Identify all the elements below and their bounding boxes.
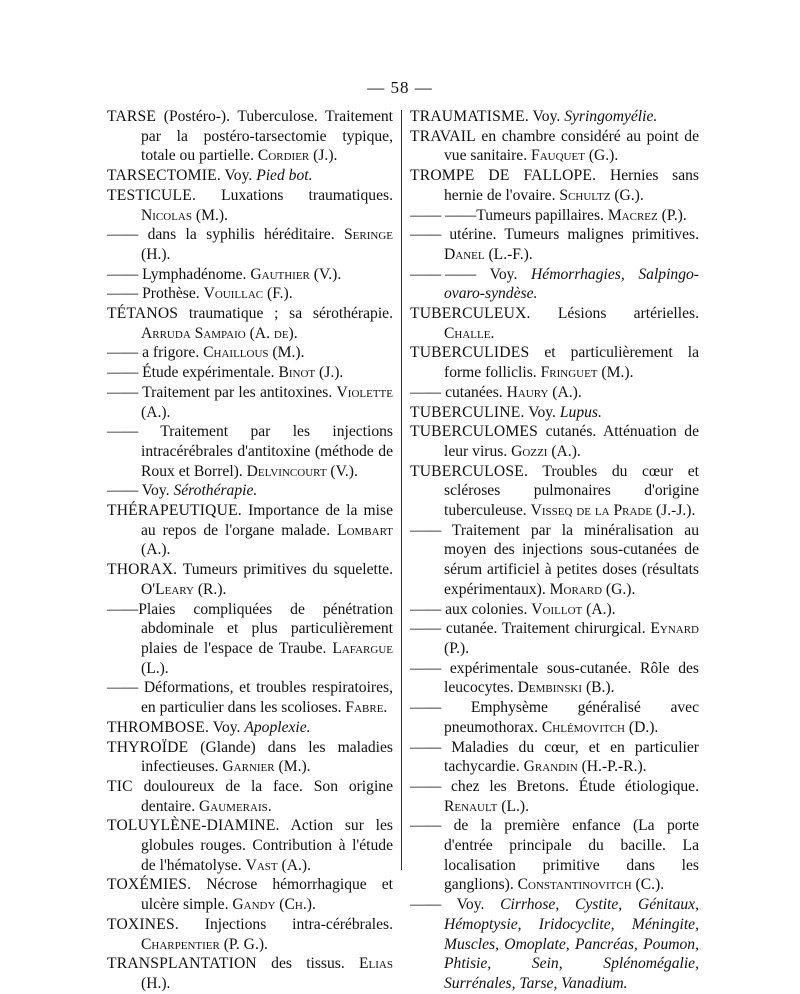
entry-text: (Glande) dans les maladies infectieuses. <box>141 738 393 776</box>
entry-text: a frigore. <box>138 344 204 362</box>
entry-crossref: Lupus. <box>559 403 602 421</box>
entry-heading: THYROÏDE <box>107 738 189 756</box>
entry-dash: —— <box>107 344 139 362</box>
index-entry <box>107 954 393 993</box>
index-entry <box>410 127 699 166</box>
index-entry <box>107 363 393 383</box>
entry-text: Voy. <box>528 108 565 125</box>
entry-author: Macrez (P.). <box>607 206 687 224</box>
entry-dash: —— <box>107 265 139 283</box>
entry-author: Gaumerais. <box>199 797 272 815</box>
entry-text: et particulièrement la forme folliclis. <box>444 344 699 382</box>
index-entry <box>107 225 393 264</box>
entry-author: Morard (G.). <box>549 580 636 598</box>
entry-text: Traitement par les injections intracérébrales d'antitoxine (méthode de Roux et Borrel). <box>138 423 393 480</box>
entry-author: Dembinski (B.). <box>517 679 615 697</box>
entry-author: Schultz (G.). <box>559 186 644 204</box>
entry-text: Prothèse. <box>138 285 204 303</box>
entry-dash: —— <box>410 226 442 244</box>
entry-text: Voy. <box>524 403 560 421</box>
index-entry <box>107 915 393 954</box>
entry-author: Challe. <box>444 324 495 342</box>
entry-author: O'Leary (R.). <box>141 580 227 598</box>
entry-author: Danel (L.-F.). <box>444 245 533 263</box>
entry-author: Haury (A.). <box>506 383 582 401</box>
index-entry <box>410 403 699 423</box>
index-entry <box>107 186 393 225</box>
entry-crossref: Cirrhose, Cystite, Génitaux, Hémoptysie, Iridocyclite, Méningite, Muscles, Omoplate, Pancréas, Poumon, Phtisie, Sein, Splénomégalie, Surrénales, Tarse, Vanadium. <box>444 896 699 992</box>
index-entry <box>410 383 699 403</box>
entry-dash: —— <box>107 383 139 401</box>
entry-text: cutanée. Traitement chirurgical. <box>441 620 651 638</box>
index-entry <box>410 777 699 816</box>
entry-author: Garnier (M.). <box>222 758 311 776</box>
entry-heading: THÉRAPEUTIQUE. <box>107 502 242 520</box>
entry-author: Vouillac (F.). <box>203 285 293 303</box>
entry-author: Nicolas (M.). <box>141 206 228 224</box>
index-entry <box>107 265 393 285</box>
index-entry <box>107 343 393 363</box>
entry-dash: —— —— <box>410 265 477 283</box>
index-entry <box>107 816 393 875</box>
index-entry <box>410 225 699 264</box>
entry-author: Visseq de la Prade (J.-J.). <box>530 502 696 520</box>
entry-dash: —— <box>410 738 442 756</box>
index-entry <box>410 107 699 127</box>
index-entry <box>410 206 699 226</box>
entry-text: Luxations traumatiques. <box>196 186 393 204</box>
entry-text: utérine. Tumeurs malignes primitives. <box>441 226 699 244</box>
entry-heading: TRAUMATISME. <box>410 108 529 125</box>
index-entry <box>410 738 699 777</box>
index-entry <box>107 422 393 481</box>
page-number: — 58 — <box>367 78 433 97</box>
entry-author: Fauquet (G.). <box>531 147 619 165</box>
entry-heading: TUBERCULIDES <box>410 344 530 362</box>
entry-heading: TESTICULE. <box>107 186 197 204</box>
entry-author: Lombart (A.). <box>141 521 393 559</box>
entry-text: Tumeurs papillaires. <box>476 206 608 224</box>
entry-dash: —— <box>410 600 442 618</box>
entry-heading: TUBERCULOMES <box>410 423 539 441</box>
index-entry <box>107 777 393 816</box>
entry-heading: TOXINES. <box>107 915 179 933</box>
entry-text: Plaies compliquées de pénétration abdominale et plus particulièrement plaies de l'espace de Traube. <box>138 600 393 657</box>
index-entry <box>410 659 699 698</box>
entry-crossref: Syringomyélie. <box>564 108 658 125</box>
index-entry <box>410 265 699 304</box>
entry-dash: —— <box>410 383 442 401</box>
entry-author: Seringe (H.). <box>141 226 393 263</box>
index-entry <box>410 304 699 343</box>
index-entry <box>107 383 393 422</box>
entry-text: Voy. <box>441 896 501 914</box>
entry-heading: TOXÉMIES. <box>107 876 192 894</box>
entry-dash: —— <box>410 620 442 638</box>
index-entry <box>107 738 393 777</box>
entry-heading: TRANSPLANTATION <box>107 955 257 973</box>
column-divider <box>401 110 402 870</box>
index-entry <box>107 284 393 304</box>
entry-text: Traitement par les antitoxines. <box>138 383 337 401</box>
entry-dash: —— <box>410 521 442 539</box>
entry-text: (Postéro-). Tuberculose. Traitement par la postéro-tarsectomie typique, totale ou partielle. <box>141 108 393 165</box>
index-entry <box>107 678 393 717</box>
index-entry <box>107 560 393 599</box>
entry-text: Lymphadénome. <box>138 265 251 283</box>
entry-text: douloureux de la face. Son origine dentaire. <box>132 777 393 815</box>
entry-text: Voy. <box>220 167 257 185</box>
entry-text: Lésions artérielles. <box>530 305 699 323</box>
entry-text: Emphysème généralisé avec pneumothorax. <box>441 699 699 736</box>
entry-dash: —— <box>107 226 139 244</box>
entry-text: traumatique ; sa sérothérapie. <box>178 305 393 323</box>
entry-heading: TROMPE DE FALLOPE. <box>410 167 597 185</box>
entry-text: Action sur les globules rouges. Contribution à l'étude de l'hématolyse. <box>141 817 393 874</box>
entry-crossref: Hémorrhagies, Salpingo-ovaro-syndèse. <box>444 265 699 303</box>
entry-author: Gandy (Ch.). <box>232 896 316 914</box>
entry-dash: —— <box>410 896 442 914</box>
entry-dash: —— <box>410 817 442 835</box>
entry-author: Renault (L.). <box>444 797 529 815</box>
entry-text: Maladies du cœur, et en particulier tachycardie. <box>441 738 699 776</box>
entry-author: Binot (J.). <box>278 364 344 382</box>
entry-text: Importance de la mise au repos de l'organe malade. <box>141 502 393 539</box>
entry-text: Déformations, et troubles respiratoires, en particulier dans les scolioses. <box>138 679 393 717</box>
entry-author: Vast (A.). <box>245 856 311 874</box>
entry-author: Gozzi (A.). <box>511 442 581 460</box>
entry-heading: TÉTANOS <box>107 305 179 323</box>
entry-author: Arruda Sampaio (A. de). <box>141 324 298 342</box>
entry-crossref: Apoplexie. <box>244 718 311 736</box>
right-column <box>410 107 699 994</box>
index-entry <box>107 875 393 914</box>
index-entry <box>410 698 699 737</box>
entry-author: Fabre. <box>345 699 388 717</box>
index-entry <box>107 166 393 186</box>
entry-dash: —— <box>107 285 139 303</box>
entry-author: Gauthier (V.). <box>250 265 342 283</box>
index-entry <box>410 462 699 521</box>
entry-text: en chambre considéré au point de vue sanitaire. <box>444 127 699 165</box>
entry-text: Troubles du cœur et scléroses pulmonaires d'origine tuberculeuse. <box>444 462 699 520</box>
index-entry <box>410 422 699 461</box>
entry-heading: TIC <box>107 777 133 795</box>
index-entry <box>107 501 393 560</box>
index-entry <box>107 481 393 501</box>
entry-text: Traitement par la minéralisation au moyen des injections sous-cutanées de sérum artificiel à petites doses (résultats expérimentaux). <box>441 521 699 598</box>
index-entry <box>410 816 699 895</box>
entry-dash: —— <box>107 364 139 382</box>
entry-heading: THORAX. <box>107 561 178 579</box>
entry-text: cutanés. Atténuation de leur virus. <box>444 423 699 460</box>
entry-text: Injections intra-cérébrales. <box>178 915 393 933</box>
entry-text: cutanées. <box>441 383 507 401</box>
entry-text: chez les Bretons. Étude étiologique. <box>441 777 699 795</box>
index-entry <box>410 600 699 620</box>
entry-author: Elias (H.). <box>141 955 393 992</box>
entry-text: dans la syphilis héréditaire. <box>138 226 344 244</box>
index-entry <box>410 343 699 382</box>
entry-author: Chaillous (M.). <box>203 344 305 362</box>
entry-text: Hernies sans hernie de l'ovaire. <box>444 167 699 204</box>
left-column <box>107 107 393 994</box>
entry-text: de la première enfance (La porte d'entrée principale du bacille. La localisation primitive dans les ganglions). <box>441 817 699 894</box>
entry-dash: —— —— <box>410 206 477 224</box>
entry-author: Constantinovitch (C.). <box>517 876 665 894</box>
entry-text: Tumeurs primitives du squelette. <box>177 561 393 579</box>
entry-dash: —— <box>410 699 442 717</box>
entry-text: aux colonies. <box>441 600 532 618</box>
entry-dash: —— <box>107 423 139 441</box>
entry-author: Delvincourt (V.). <box>246 462 358 480</box>
entry-heading: THROMBOSE. <box>107 718 210 736</box>
index-entry <box>410 895 699 994</box>
index-entry <box>107 718 393 738</box>
entry-dash: —— <box>410 777 442 795</box>
entry-author: Cordier (J.). <box>257 147 338 165</box>
index-entry <box>410 521 699 600</box>
entry-heading: TARSE <box>107 108 157 125</box>
entry-crossref: Sérothérapie. <box>173 482 258 500</box>
entry-heading: TUBERCULEUX. <box>410 305 531 323</box>
entry-author: Lafargue (L.). <box>141 639 393 677</box>
entry-heading: TRAVAIL <box>410 127 476 145</box>
entry-text: expérimentale sous-cutanée. Rôle des leucocytes. <box>441 659 699 697</box>
index-entry <box>410 619 699 658</box>
entry-author: Voillot (A.). <box>531 600 616 618</box>
entry-text: Voy. <box>138 482 174 500</box>
entry-crossref: Pied bot. <box>256 167 313 185</box>
entry-heading: TOLUYLÈNE-DIAMINE. <box>107 817 280 835</box>
entry-author: Charpentier (P. G.). <box>141 935 268 953</box>
entry-author: Chlémovitch (D.). <box>541 718 659 736</box>
entry-text: des tissus. <box>256 955 360 973</box>
entry-author: Eynard (P.). <box>444 620 699 657</box>
index-entry <box>107 304 393 343</box>
entry-heading: TUBERCULINE. <box>410 403 525 421</box>
entry-heading: TUBERCULOSE. <box>410 462 529 480</box>
index-entry <box>410 166 699 205</box>
entry-text: Voy. <box>476 265 532 283</box>
entry-author: Grandin (H.-P.-R.). <box>523 758 647 776</box>
entry-dash: —— <box>410 659 442 677</box>
entry-text: Nécrose hémorrhagique et ulcère simple. <box>141 876 393 914</box>
entry-author: Violette (A.). <box>141 383 393 421</box>
entry-text: Voy. <box>209 718 245 736</box>
entry-dash: —— <box>107 600 139 618</box>
index-entry <box>107 107 393 166</box>
index-entry <box>107 600 393 679</box>
entry-dash: —— <box>107 482 139 500</box>
entry-text: Étude expérimentale. <box>138 364 279 382</box>
entry-dash: —— <box>107 679 139 697</box>
entry-heading: TARSECTOMIE. <box>107 167 221 185</box>
entry-author: Fringuet (M.). <box>540 364 634 382</box>
